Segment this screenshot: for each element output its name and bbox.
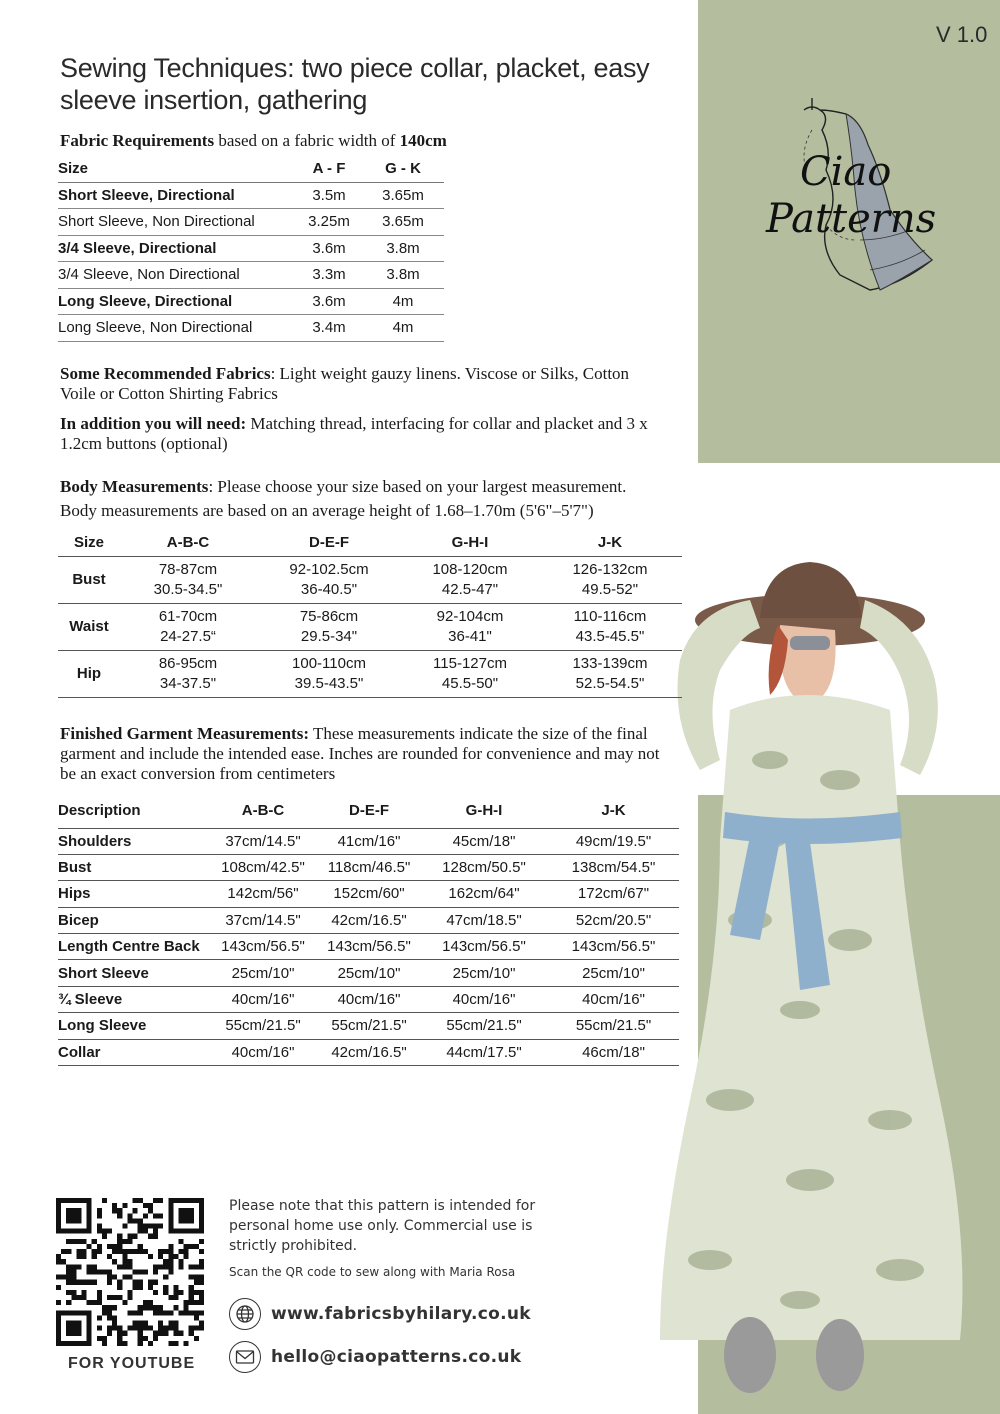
youtube-qr-code[interactable] bbox=[56, 1198, 204, 1346]
table-cell: 108cm/42.5" bbox=[208, 854, 318, 880]
table-cell bbox=[120, 650, 256, 697]
table-row bbox=[58, 854, 679, 880]
table-cell: 138cm/54.5" bbox=[548, 854, 679, 880]
row-label: 3/4 Sleeve, Non Directional bbox=[58, 262, 296, 289]
row-label: Bust bbox=[58, 854, 208, 880]
row-label: Collar bbox=[58, 1039, 208, 1065]
table-cell: 49cm/19.5" bbox=[548, 828, 679, 854]
body-text: : Please choose your size based on your largest measurement. bbox=[208, 477, 627, 496]
cell-inch: 36-41" bbox=[448, 627, 492, 645]
cell-inch: 29.5-34" bbox=[300, 627, 358, 645]
row-label: Long Sleeve bbox=[58, 1013, 208, 1039]
email-contact[interactable] bbox=[229, 1341, 521, 1373]
table-row bbox=[58, 235, 444, 262]
cell-cm: 108-120cm bbox=[432, 560, 508, 578]
cell-cm: 100-110cm bbox=[292, 654, 366, 672]
email-link[interactable]: hello@ciaopatterns.co.uk bbox=[271, 1347, 522, 1367]
row-label: Short Sleeve, Non Directional bbox=[58, 209, 296, 236]
table-row bbox=[58, 650, 682, 697]
table-cell: 3.65m bbox=[362, 182, 444, 209]
table-cell: 25cm/10" bbox=[208, 960, 318, 986]
cell-cm: 86-95cm bbox=[158, 654, 218, 672]
table-row bbox=[58, 556, 682, 603]
column-header: G-H-I bbox=[402, 530, 538, 556]
recommended-fabrics bbox=[60, 364, 660, 404]
qr-caption: FOR YOUTUBE bbox=[68, 1355, 196, 1372]
table-cell: 3.65m bbox=[362, 209, 444, 236]
table-row bbox=[58, 1039, 679, 1065]
row-label: 3/4 Sleeve, Directional bbox=[58, 235, 296, 262]
additional-requirements bbox=[60, 414, 660, 454]
garment-bold: Finished Garment Measurements: bbox=[60, 724, 309, 743]
cell-inch: 34-37.5" bbox=[159, 674, 217, 692]
envelope-icon bbox=[229, 1341, 261, 1373]
table-cell: 142cm/56" bbox=[208, 881, 318, 907]
fabric-requirements-table bbox=[58, 156, 444, 342]
row-label: Hips bbox=[58, 881, 208, 907]
table-cell bbox=[256, 650, 402, 697]
table-row bbox=[58, 828, 679, 854]
cell-inch: 24-27.5“ bbox=[160, 627, 216, 645]
table-cell: 40cm/16" bbox=[318, 986, 420, 1012]
ciao-patterns-logo bbox=[760, 90, 940, 305]
table-cell: 128cm/50.5" bbox=[420, 854, 548, 880]
cell-inch: 49.5-52" bbox=[581, 580, 639, 598]
table-cell: 143cm/56.5" bbox=[548, 934, 679, 960]
column-header: A-B-C bbox=[208, 794, 318, 828]
table-cell: 152cm/60" bbox=[318, 881, 420, 907]
table-cell bbox=[538, 603, 682, 650]
column-header: G-H-I bbox=[420, 794, 548, 828]
addition-bold: In addition you will need: bbox=[60, 414, 247, 433]
logo-text-patterns: Patterns bbox=[766, 196, 937, 242]
cell-cm: 133-139cm bbox=[572, 654, 648, 672]
table-cell: 45cm/18" bbox=[420, 828, 548, 854]
table-cell: 4m bbox=[362, 315, 444, 342]
cell-cm: 61-70cm bbox=[158, 607, 218, 625]
table-cell: 3.4m bbox=[296, 315, 362, 342]
cell-cm: 78-87cm bbox=[158, 560, 218, 578]
fabric-width: 140cm bbox=[399, 131, 447, 150]
table-row bbox=[58, 209, 444, 236]
column-header: Size bbox=[58, 530, 120, 556]
column-header: J-K bbox=[548, 794, 679, 828]
table-cell: 42cm/16.5" bbox=[318, 907, 420, 933]
addition-text: Matching thread, interfacing for collar and placket and 3 x 1.2cm buttons (optional) bbox=[60, 414, 648, 453]
usage-note: Please note that this pattern is intended for personal home use only. Commercial use is strictly prohibited. bbox=[229, 1198, 536, 1254]
table-cell: 55cm/21.5" bbox=[420, 1013, 548, 1039]
row-label: Length Centre Back bbox=[58, 934, 208, 960]
column-header: Description bbox=[58, 794, 208, 828]
table-cell bbox=[402, 603, 538, 650]
table-cell: 3.25m bbox=[296, 209, 362, 236]
table-row bbox=[58, 603, 682, 650]
table-cell: 40cm/16" bbox=[420, 986, 548, 1012]
scan-instruction: Scan the QR code to sew along with Maria Rosa bbox=[229, 1265, 516, 1279]
recommended-bold: Some Recommended Fabrics bbox=[60, 364, 271, 383]
table-cell: 3.8m bbox=[362, 262, 444, 289]
table-cell: 41cm/16" bbox=[318, 828, 420, 854]
table-cell: 52cm/20.5" bbox=[548, 907, 679, 933]
table-cell: 40cm/16" bbox=[208, 1039, 318, 1065]
table-row bbox=[58, 986, 679, 1012]
column-header: Size bbox=[58, 156, 296, 182]
row-label: Bicep bbox=[58, 907, 208, 933]
body-height-note: Body measurements are based on an average height of 1.68–1.70m (5'6"–5'7") bbox=[60, 501, 594, 520]
table-cell: 162cm/64" bbox=[420, 881, 548, 907]
fabric-heading-text: based on a fabric width of bbox=[214, 131, 400, 150]
table-cell: 46cm/18" bbox=[548, 1039, 679, 1065]
column-header: J-K bbox=[538, 530, 682, 556]
table-cell: 25cm/10" bbox=[420, 960, 548, 986]
table-row bbox=[58, 934, 679, 960]
table-cell: 40cm/16" bbox=[548, 986, 679, 1012]
table-cell: 55cm/21.5" bbox=[548, 1013, 679, 1039]
cell-inch: 39.5-43.5" bbox=[294, 674, 364, 692]
row-label: Waist bbox=[58, 603, 120, 650]
finished-garment-table bbox=[58, 794, 679, 1066]
cell-inch: 45.5-50" bbox=[441, 674, 499, 692]
body-measurements-heading bbox=[60, 477, 700, 497]
table-row bbox=[58, 881, 679, 907]
table-cell: 3.6m bbox=[296, 288, 362, 315]
row-label: Short Sleeve, Directional bbox=[58, 182, 296, 209]
body-measurements-table bbox=[58, 530, 682, 698]
table-cell bbox=[538, 650, 682, 697]
row-label: Short Sleeve bbox=[58, 960, 208, 986]
column-header: A-B-C bbox=[120, 530, 256, 556]
fabric-heading bbox=[60, 131, 447, 151]
table-cell: 3.5m bbox=[296, 182, 362, 209]
row-label: ¾ Sleeve bbox=[58, 986, 208, 1012]
table-row bbox=[58, 1013, 679, 1039]
row-label: Long Sleeve, Non Directional bbox=[58, 315, 296, 342]
table-cell bbox=[120, 603, 256, 650]
cell-inch: 43.5-45.5" bbox=[575, 627, 645, 645]
table-cell: 25cm/10" bbox=[548, 960, 679, 986]
cell-inch: 52.5-54.5" bbox=[575, 674, 645, 692]
table-cell: 37cm/14.5" bbox=[208, 828, 318, 854]
table-cell: 42cm/16.5" bbox=[318, 1039, 420, 1065]
cell-cm: 92-104cm bbox=[436, 607, 504, 625]
cell-cm: 110-116cm bbox=[573, 607, 647, 625]
table-cell: 118cm/46.5" bbox=[318, 854, 420, 880]
table-cell: 3.6m bbox=[296, 235, 362, 262]
table-cell: 143cm/56.5" bbox=[208, 934, 318, 960]
cell-inch: 30.5-34.5" bbox=[153, 580, 223, 598]
table-cell: 4m bbox=[362, 288, 444, 315]
cell-cm: 92-102.5cm bbox=[289, 560, 369, 578]
table-cell: 55cm/21.5" bbox=[208, 1013, 318, 1039]
row-label: Long Sleeve, Directional bbox=[58, 288, 296, 315]
table-cell: 47cm/18.5" bbox=[420, 907, 548, 933]
table-cell bbox=[402, 556, 538, 603]
table-row bbox=[58, 262, 444, 289]
table-cell: 37cm/14.5" bbox=[208, 907, 318, 933]
column-header: A - F bbox=[296, 156, 362, 182]
globe-icon bbox=[229, 1298, 261, 1330]
table-row bbox=[58, 907, 679, 933]
table-cell: 143cm/56.5" bbox=[318, 934, 420, 960]
column-header: D-E-F bbox=[318, 794, 420, 828]
cell-cm: 75-86cm bbox=[299, 607, 359, 625]
row-label: Shoulders bbox=[58, 828, 208, 854]
table-cell: 44cm/17.5" bbox=[420, 1039, 548, 1065]
cell-inch: 36-40.5" bbox=[300, 580, 358, 598]
table-row bbox=[58, 960, 679, 986]
table-cell bbox=[256, 556, 402, 603]
fabric-heading-bold: Fabric Requirements bbox=[60, 131, 215, 150]
cell-inch: 42.5-47" bbox=[441, 580, 499, 598]
logo-text-ciao: Ciao bbox=[800, 149, 892, 195]
table-cell: 25cm/10" bbox=[318, 960, 420, 986]
garment-measurements-heading bbox=[60, 724, 670, 784]
table-cell: 3.8m bbox=[362, 235, 444, 262]
table-row bbox=[58, 182, 444, 209]
table-cell: 3.3m bbox=[296, 262, 362, 289]
table-cell bbox=[538, 556, 682, 603]
column-header: G - K bbox=[362, 156, 444, 182]
table-cell bbox=[120, 556, 256, 603]
garment-text: These measurements indicate the size of the final garment and include the intended ease. Inches are rounded for convenience and may not be an exact conversion from centimeters bbox=[60, 724, 660, 783]
table-row bbox=[58, 315, 444, 342]
row-label: Bust bbox=[58, 556, 120, 603]
cell-cm: 126-132cm bbox=[572, 560, 648, 578]
table-cell bbox=[256, 603, 402, 650]
recommended-text: : Light weight gauzy linens. Viscose or Silks, Cotton Voile or Cotton Shirting Fabrics bbox=[60, 364, 630, 403]
table-cell: 143cm/56.5" bbox=[420, 934, 548, 960]
row-label: Hip bbox=[58, 650, 120, 697]
website-contact[interactable] bbox=[229, 1298, 531, 1330]
page-title: Sewing Techniques: two piece collar, placket, easy sleeve insertion, gathering bbox=[60, 53, 650, 115]
body-bold: Body Measurements bbox=[60, 477, 209, 496]
cell-cm: 115-127cm bbox=[433, 654, 507, 672]
table-cell: 172cm/67" bbox=[548, 881, 679, 907]
column-header: D-E-F bbox=[256, 530, 402, 556]
table-row bbox=[58, 288, 444, 315]
website-link[interactable]: www.fabricsbyhilary.co.uk bbox=[271, 1304, 531, 1324]
table-cell: 55cm/21.5" bbox=[318, 1013, 420, 1039]
version-label: V 1.0 bbox=[936, 22, 988, 47]
table-cell: 40cm/16" bbox=[208, 986, 318, 1012]
table-cell bbox=[402, 650, 538, 697]
